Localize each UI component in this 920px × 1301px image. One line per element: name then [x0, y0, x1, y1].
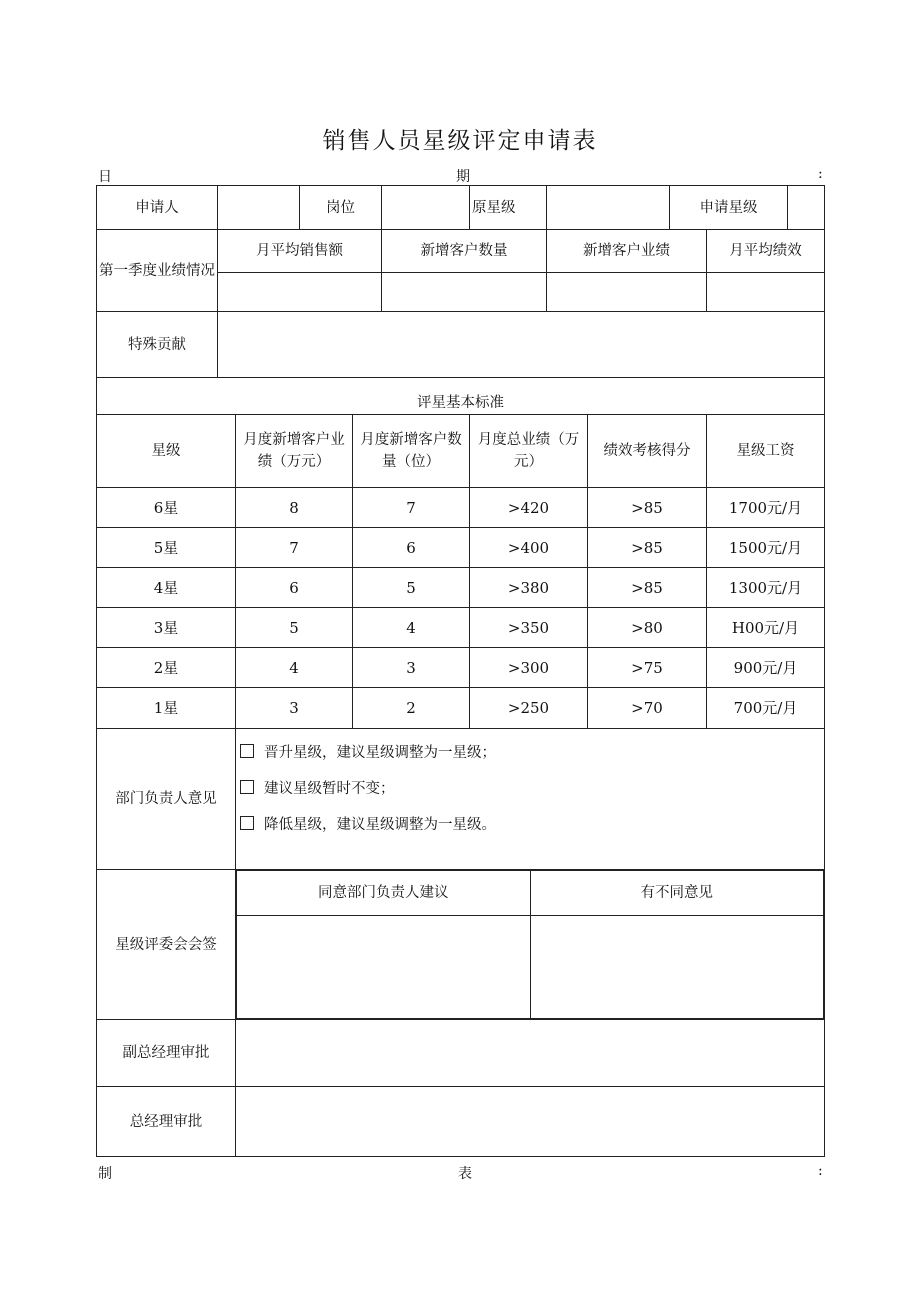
committee-disagree-sign-cell[interactable] — [530, 916, 824, 1019]
applicant-row — [97, 186, 825, 230]
checkbox-demote[interactable] — [240, 816, 254, 830]
applicant-label: 申请人 — [97, 186, 218, 230]
standard-row — [97, 488, 825, 528]
special-contribution-value-cell[interactable] — [218, 312, 825, 378]
kpi-score-cell: >75 — [588, 648, 707, 688]
committee-agree-sign-cell[interactable] — [237, 916, 531, 1019]
position-value-cell[interactable] — [382, 186, 470, 230]
q1-col-new-customer-performance: 新增客户业绩 — [547, 230, 707, 273]
star-salary-cell: 1700元/月 — [707, 488, 825, 528]
q1-col-new-customers: 新增客户数量 — [382, 230, 547, 273]
star-salary-cell: 900元/月 — [707, 648, 825, 688]
gm-label: 总经理审批 — [97, 1087, 236, 1157]
new-customer-count-cell: 4 — [353, 608, 470, 648]
new-customer-count-cell: 7 — [353, 488, 470, 528]
new-customer-performance-cell: 4 — [236, 648, 353, 688]
star-salary-cell: 1500元/月 — [707, 528, 825, 568]
standard-header-total-performance: 月度总业绩（万元） — [470, 415, 588, 488]
new-customer-performance-cell: 5 — [236, 608, 353, 648]
page-title: 销售人员星级评定申请表 — [322, 128, 598, 154]
applicant-value-cell[interactable] — [218, 186, 300, 230]
standard-header-new-customer-performance: 月度新增客户业绩（万元） — [236, 415, 353, 488]
q1-new-customers-value-cell[interactable] — [382, 273, 547, 312]
dept-opinion-row — [97, 729, 825, 870]
q1-avg-sales-value-cell[interactable] — [218, 273, 382, 312]
standard-row — [97, 528, 825, 568]
committee-row — [97, 870, 825, 1020]
date-colon: : — [818, 166, 823, 182]
option-demote[interactable] — [240, 807, 822, 843]
standard-header-new-customer-count: 月度新增客户数量（位） — [353, 415, 470, 488]
star-salary-cell: H00元/月 — [707, 608, 825, 648]
total-performance-cell: >350 — [470, 608, 588, 648]
star-level-cell: 1星 — [97, 688, 236, 729]
apply-star-value-cell[interactable] — [788, 186, 825, 230]
q1-header-row — [97, 230, 825, 273]
date-line — [96, 166, 824, 184]
new-customer-count-cell: 2 — [353, 688, 470, 729]
new-customer-performance-cell: 3 — [236, 688, 353, 729]
option-promote[interactable] — [240, 735, 822, 771]
kpi-score-cell: >85 — [588, 568, 707, 608]
star-level-cell: 4星 — [97, 568, 236, 608]
new-customer-performance-cell: 8 — [236, 488, 353, 528]
option-promote-text: 晋升星级，建议星级调整为一星级； — [264, 745, 496, 761]
vgm-row — [97, 1020, 825, 1087]
star-salary-cell: 1300元/月 — [707, 568, 825, 608]
application-form-table — [96, 185, 825, 1157]
total-performance-cell: >420 — [470, 488, 588, 528]
committee-inner-table — [236, 870, 824, 1019]
committee-agree-header: 同意部门负责人建议 — [237, 871, 531, 916]
original-star-label: 原星级 — [470, 186, 547, 230]
special-contribution-label: 特殊贡献 — [97, 312, 218, 378]
new-customer-count-cell: 6 — [353, 528, 470, 568]
option-demote-text: 降低星级，建议星级调整为一星级。 — [264, 817, 496, 833]
star-level-cell: 3星 — [97, 608, 236, 648]
dept-opinion-label: 部门负责人意见 — [97, 729, 236, 870]
committee-disagree-header: 有不同意见 — [530, 871, 824, 916]
q1-new-customer-performance-value-cell[interactable] — [547, 273, 707, 312]
gm-approval-cell[interactable] — [236, 1087, 825, 1157]
standard-row — [97, 688, 825, 729]
q1-avg-performance-value-cell[interactable] — [707, 273, 825, 312]
standard-header-row — [97, 415, 825, 488]
footer-label-char-1: 制 — [98, 1166, 112, 1182]
committee-header-row — [237, 871, 824, 916]
footer-label-char-2: 表 — [458, 1166, 472, 1182]
new-customer-count-cell: 3 — [353, 648, 470, 688]
standard-header-kpi-score: 绩效考核得分 — [588, 415, 707, 488]
star-level-cell: 6星 — [97, 488, 236, 528]
committee-sign-row — [237, 916, 824, 1019]
new-customer-performance-cell: 6 — [236, 568, 353, 608]
special-contribution-row — [97, 312, 825, 378]
total-performance-cell: >380 — [470, 568, 588, 608]
option-keep-text: 建议星级暂时不变； — [264, 781, 395, 797]
original-star-value-cell[interactable] — [547, 186, 670, 230]
standard-row — [97, 648, 825, 688]
apply-star-label: 申请星级 — [670, 186, 788, 230]
q1-col-avg-sales: 月平均销售额 — [218, 230, 382, 273]
total-performance-cell: >250 — [470, 688, 588, 729]
kpi-score-cell: >85 — [588, 488, 707, 528]
new-customer-performance-cell: 7 — [236, 528, 353, 568]
standard-header-star: 星级 — [97, 415, 236, 488]
checkbox-promote[interactable] — [240, 744, 254, 758]
checkbox-keep[interactable] — [240, 780, 254, 794]
new-customer-count-cell: 5 — [353, 568, 470, 608]
star-level-cell: 2星 — [97, 648, 236, 688]
standard-header-star-salary: 星级工资 — [707, 415, 825, 488]
star-salary-cell: 700元/月 — [707, 688, 825, 729]
total-performance-cell: >400 — [470, 528, 588, 568]
q1-col-avg-performance: 月平均绩效 — [707, 230, 825, 273]
standard-title-row — [97, 378, 825, 415]
q1-label: 第一季度业绩情况 — [97, 230, 218, 312]
kpi-score-cell: >70 — [588, 688, 707, 729]
dept-opinion-options — [236, 729, 825, 870]
kpi-score-cell: >85 — [588, 528, 707, 568]
standard-row — [97, 568, 825, 608]
option-keep[interactable] — [240, 771, 822, 807]
committee-label: 星级评委会会签 — [97, 870, 236, 1020]
standard-title: 评星基本标准 — [97, 378, 825, 415]
total-performance-cell: >300 — [470, 648, 588, 688]
standard-row — [97, 608, 825, 648]
committee-sign-area — [236, 870, 825, 1020]
gm-row — [97, 1087, 825, 1157]
position-label: 岗位 — [300, 186, 382, 230]
footer-line — [96, 1163, 824, 1181]
vgm-label: 副总经理审批 — [97, 1020, 236, 1087]
footer-colon: : — [818, 1163, 823, 1179]
kpi-score-cell: >80 — [588, 608, 707, 648]
star-level-cell: 5星 — [97, 528, 236, 568]
date-label-char-1: 日 — [98, 169, 112, 185]
vgm-approval-cell[interactable] — [236, 1020, 825, 1087]
date-label-char-2: 期 — [456, 169, 470, 185]
